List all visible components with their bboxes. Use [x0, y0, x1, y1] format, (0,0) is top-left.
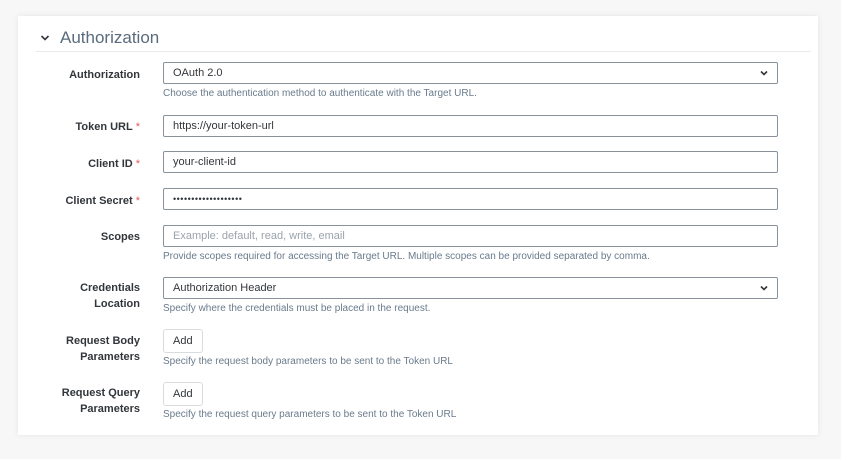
request-body-parameters-label — [0, 333, 140, 365]
required-marker: * — [135, 195, 140, 207]
client-secret-label-text: Client Secret — [65, 195, 133, 207]
client-secret-label — [0, 192, 140, 210]
credentials-location-help: Specify where the credentials must be placed in the request. — [163, 303, 431, 314]
chevron-down-icon[interactable] — [40, 33, 50, 43]
required-marker: * — [135, 158, 140, 170]
credentials-location-select[interactable] — [163, 277, 778, 299]
authorization-select[interactable] — [163, 62, 778, 84]
section-divider — [36, 51, 811, 52]
request-query-parameters-label-line2: Parameters — [80, 403, 140, 415]
request-body-parameters-label-line2: Parameters — [80, 351, 140, 363]
authorization-card — [18, 16, 818, 435]
client-id-label — [0, 155, 140, 173]
authorization-label: Authorization — [69, 69, 140, 81]
request-body-parameters-label-line1: Request Body — [66, 335, 140, 347]
required-marker: * — [135, 121, 140, 133]
token-url-input[interactable]: https://your-token-url — [163, 115, 778, 137]
chevron-down-icon — [760, 284, 768, 292]
section-title: Authorization — [60, 28, 160, 47]
credentials-location-label — [0, 280, 140, 312]
client-id-input[interactable]: your-client-id — [163, 151, 778, 173]
credentials-location-select-value: Authorization Header — [173, 282, 277, 294]
authorization-select-value: OAuth 2.0 — [173, 67, 223, 79]
request-query-parameters-label — [0, 385, 140, 417]
scopes-label: Scopes — [100, 231, 140, 243]
token-url-label-text: Token URL — [75, 121, 133, 133]
request-query-parameters-help: Specify the request query parameters to be sent to the Token URL — [163, 409, 457, 420]
token-url-label — [0, 118, 140, 136]
add-request-query-parameter-button[interactable]: Add — [163, 382, 203, 406]
credentials-location-label-line2: Location — [94, 298, 140, 310]
add-request-body-parameter-button[interactable]: Add — [163, 329, 203, 353]
authorization-help: Choose the authentication method to authenticate with the Target URL. — [163, 88, 477, 99]
scopes-help: Provide scopes required for accessing the Target URL. Multiple scopes can be provided separated by comma. — [163, 251, 650, 262]
authorization-section-header[interactable] — [40, 24, 810, 52]
request-query-parameters-label-line1: Request Query — [61, 387, 140, 399]
chevron-down-icon — [760, 69, 768, 77]
client-secret-input[interactable]: ••••••••••••••••••• — [163, 188, 778, 210]
client-id-label-text: Client ID — [88, 158, 133, 170]
credentials-location-label-line1: Credentials — [80, 282, 140, 294]
scopes-input[interactable]: Example: default, read, write, email — [163, 225, 778, 247]
request-body-parameters-help: Specify the request body parameters to be sent to the Token URL — [163, 356, 453, 367]
